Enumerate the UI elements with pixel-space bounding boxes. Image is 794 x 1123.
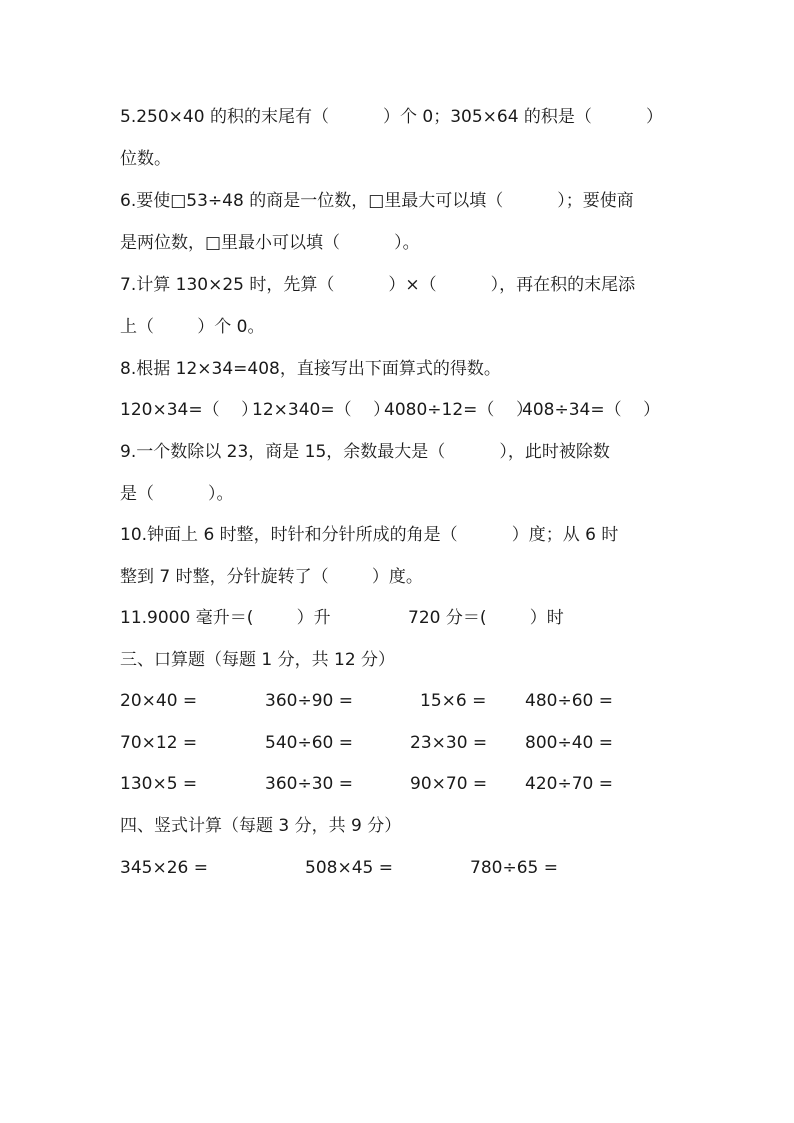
question-9-line-1: 9.一个数除以 23，商是 15，余数最大是（ ），此时被除数 bbox=[120, 442, 610, 462]
oral-calc-item: 90×70 = bbox=[410, 774, 488, 794]
oral-calc-item: 15×6 = bbox=[420, 691, 487, 711]
question-8-item-4: 408÷34=（ ） bbox=[522, 400, 661, 420]
oral-calc-item: 800÷40 = bbox=[525, 733, 613, 753]
question-7-line-1: 7.计算 130×25 时，先算（ ）×（ ），再在积的末尾添 bbox=[120, 275, 636, 295]
oral-calc-item: 130×5 = bbox=[120, 774, 198, 794]
question-8-line-1: 8.根据 12×34=408，直接写出下面算式的得数。 bbox=[120, 359, 501, 379]
oral-calc-item: 480÷60 = bbox=[525, 691, 613, 711]
question-8-item-1: 120×34=（ ） bbox=[120, 400, 259, 420]
oral-calc-item: 360÷30 = bbox=[265, 774, 353, 794]
oral-calc-item: 360÷90 = bbox=[265, 691, 353, 711]
section-4-title: 四、竖式计算（每题 3 分，共 9 分） bbox=[120, 816, 402, 836]
oral-calc-item: 70×12 = bbox=[120, 733, 198, 753]
vertical-calc-item: 508×45 = bbox=[305, 858, 393, 878]
vertical-calc-item: 345×26 = bbox=[120, 858, 208, 878]
question-8-item-3: 4080÷12=（ ） bbox=[384, 400, 533, 420]
oral-calc-item: 540÷60 = bbox=[265, 733, 353, 753]
oral-calc-item: 23×30 = bbox=[410, 733, 488, 753]
oral-calc-item: 420÷70 = bbox=[525, 774, 613, 794]
question-9-line-2: 是（ ）。 bbox=[120, 484, 234, 504]
section-3-title: 三、口算题（每题 1 分，共 12 分） bbox=[120, 650, 396, 670]
question-11-part-1: 11.9000 毫升＝( ）升 bbox=[120, 608, 331, 628]
oral-calc-item: 20×40 = bbox=[120, 691, 198, 711]
question-5-line-1: 5.250×40 的积的末尾有（ ）个 0；305×64 的积是（ ） bbox=[120, 107, 663, 127]
question-7-line-2: 上（ ）个 0。 bbox=[120, 317, 265, 337]
question-10-line-1: 10.钟面上 6 时整，时针和分针所成的角是（ ）度；从 6 时 bbox=[120, 525, 619, 545]
question-6-line-1: 6.要使□53÷48 的商是一位数，□里最大可以填（ ）；要使商 bbox=[120, 191, 634, 211]
question-10-line-2: 整到 7 时整，分针旋转了（ ）度。 bbox=[120, 567, 423, 587]
question-8-item-2: 12×340=（ ） bbox=[252, 400, 391, 420]
question-6-line-2: 是两位数，□里最小可以填（ ）。 bbox=[120, 233, 420, 253]
question-11-part-2: 720 分＝( ）时 bbox=[408, 608, 564, 628]
vertical-calc-item: 780÷65 = bbox=[470, 858, 558, 878]
question-5-line-2: 位数。 bbox=[120, 149, 171, 169]
